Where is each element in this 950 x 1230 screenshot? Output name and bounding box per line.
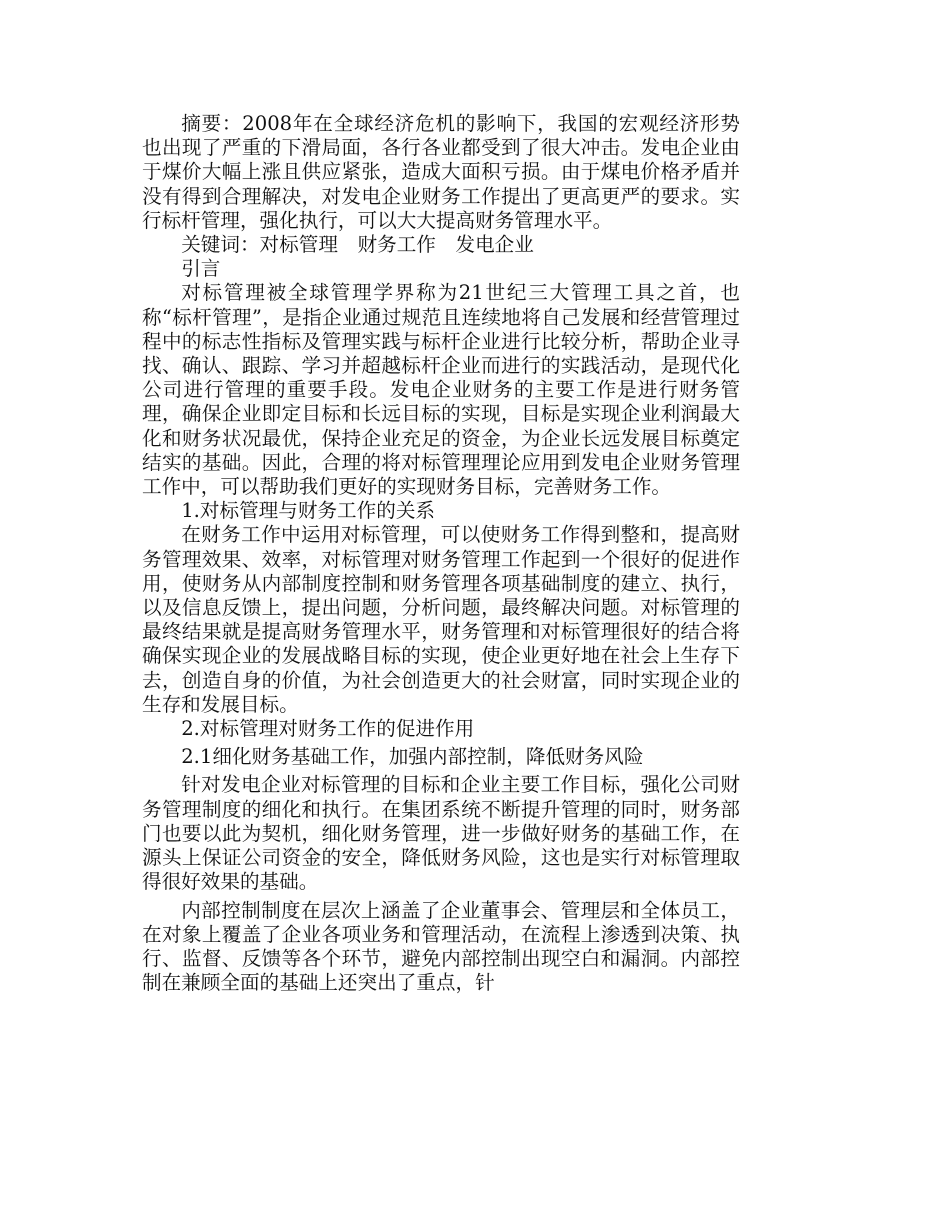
document-body [142, 112, 740, 995]
section-2-1-heading: 2.1细化财务基础工作，加强内部控制，降低财务风险 [181, 745, 644, 769]
introduction-heading: 引言 [181, 257, 221, 281]
section-2-heading: 2.对标管理对财务工作的促进作用 [181, 717, 475, 741]
section-1-heading: 1.对标管理与财务工作的关系 [181, 499, 436, 523]
introduction-paragraph: 对标管理被全球管理学界称为21世纪三大管理工具之首，也称“标杆管理”，是指企业通过规范且连续地将自己发展和经营管理过程中的标志性指标及管理实践与标杆企业进行比较分析，帮助企业寻找、确认、跟踪、学习并超越标杆企业而进行的实践活动，是现代化公司进行管理的重要手段。发电企业财务的主要工作是进行财务管理，确保企业即定目标和长远目标的实现，目标是实现企业利润最大化和财务状况最优，保持企业充足的资金，为企业长远发展目标奠定结实的基础。因此，合理的将对标管理理论应用到发电企业财务管理工作中，可以帮助我们更好的实现财务目标，完善财务工作。 [142, 281, 740, 499]
section-1-paragraph: 在财务工作中运用对标管理，可以使财务工作得到整和，提高财务管理效果、效率，对标管理对财务管理工作起到一个很好的促进作用，使财务从内部制度控制和财务管理各项基础制度的建立、执行，以及信息反馈上，提出问题，分析问题，最终解决问题。对标管理的最终结果就是提高财务管理水平，财务管理和对标管理很好的结合将确保实现企业的发展战略目标的实现，使企业更好地在社会上生存下去，创造自身的价值，为社会创造更大的社会财富，同时实现企业的生存和发展目标。 [142, 523, 740, 716]
section-2-1-paragraph: 针对发电企业对标管理的目标和企业主要工作目标，强化公司财务管理制度的细化和执行。在集团系统不断提升管理的同时，财务部门也要以此为契机，细化财务管理，进一步做好财务的基础工作，在源头上保证公司资金的安全，降低财务风险，这也是实行对标管理取得很好效果的基础。 [142, 773, 740, 894]
abstract-paragraph: 摘要：2008年在全球经济危机的影响下，我国的宏观经济形势也出现了严重的下滑局面，各行各业都受到了很大冲击。发电企业由于煤价大幅上涨且供应紧张，造成大面积亏损。由于煤电价格矛盾并没有得到合理解决，对发电企业财务工作提出了更高更严的要求。实行标杆管理，强化执行，可以大大提高财务管理水平。 [142, 112, 740, 232]
keywords-line: 关键词：对标管理 财务工作 发电企业 [181, 233, 534, 257]
internal-control-paragraph: 内部控制制度在层次上涵盖了企业董事会、管理层和全体员工，在对象上覆盖了企业各项业务和管理活动，在流程上渗透到决策、执行、监督、反馈等各个环节，避免内部控制出现空白和漏洞。内部控制在兼顾全面的基础上还突出了重点，针 [142, 898, 740, 995]
